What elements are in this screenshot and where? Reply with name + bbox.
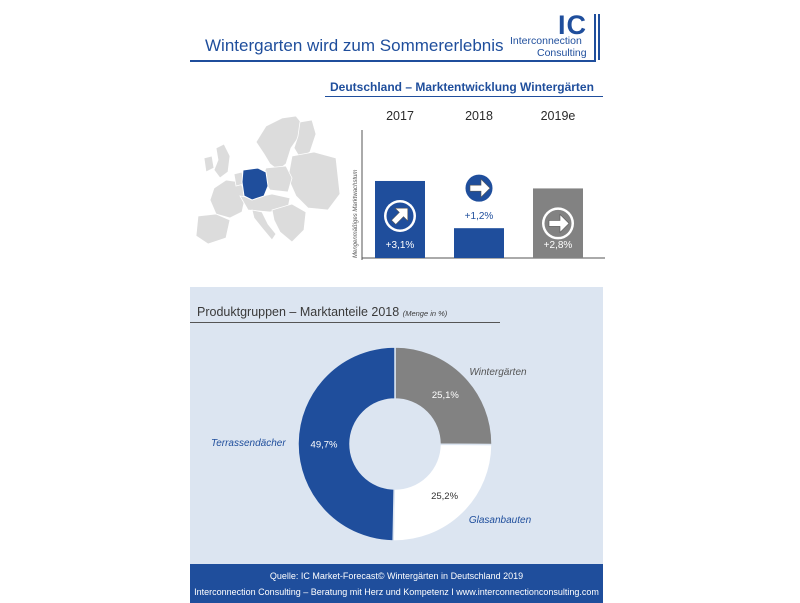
arrow-right-icon (542, 207, 574, 239)
eastern-europe-shape (288, 152, 340, 210)
bar-chart-title-rule (325, 96, 603, 97)
year-label: 2018 (465, 109, 493, 123)
bar-chart-title: Deutschland – Marktentwicklung Wintergärten (330, 80, 594, 94)
donut-chart-title-text: Produktgruppen – Marktanteile 2018 (197, 305, 400, 319)
italy-shape (252, 210, 276, 240)
year-label: 2019e (540, 109, 576, 123)
donut-category-label: Terrassendächer (211, 438, 286, 449)
balkans-shape (272, 204, 306, 242)
footer-tagline: Interconnection Consulting – Beratung mit Herz und Kompetenz I www.interconnectionconsulting.com (194, 587, 599, 597)
uk-shape (214, 144, 230, 178)
france-shape (210, 180, 246, 218)
donut-category-label: Wintergärten (469, 367, 527, 378)
logo-mark: IC (558, 10, 587, 40)
bar-value-label: +3,1% (385, 240, 415, 251)
europe-map (196, 112, 342, 254)
year-label: 2017 (386, 109, 414, 123)
arrow-up-right-icon (384, 200, 416, 232)
donut-chart-title-rule (190, 322, 500, 323)
bar-2018 (454, 228, 504, 258)
arrow-right-icon (463, 172, 495, 204)
donut-chart-subtitle: (Menge in %) (402, 309, 448, 318)
logo-bar (598, 14, 600, 60)
donut-chart-title (197, 305, 447, 319)
ireland-shape (204, 156, 214, 172)
footer-source: Quelle: IC Market-Forecast© Wintergärten in Deutschland 2019 (269, 571, 524, 581)
bar-value-label: +1,2% (464, 211, 494, 223)
germany-shape (242, 168, 268, 200)
logo-bar (594, 14, 596, 60)
bar-value-label: +2,8% (543, 240, 573, 251)
market-growth-bar-chart (340, 100, 605, 265)
donut-value-label: 49,7% (310, 439, 338, 451)
footer (190, 564, 603, 603)
donut-value-label: 25,2% (431, 490, 459, 502)
title-underline (190, 60, 596, 62)
iberia-shape (196, 214, 230, 244)
logo-text-line1: Interconnection (510, 35, 582, 47)
market-share-donut-chart (190, 330, 603, 564)
donut-value-label: 25,1% (431, 389, 459, 401)
y-axis-label: Mengenmäßiges Marktwachstum (353, 169, 359, 258)
logo-text-line2: Consulting (537, 47, 587, 59)
page-title: Wintergarten wird zum Sommererlebnis (205, 36, 504, 55)
donut-category-label: Glasanbauten (468, 515, 532, 526)
